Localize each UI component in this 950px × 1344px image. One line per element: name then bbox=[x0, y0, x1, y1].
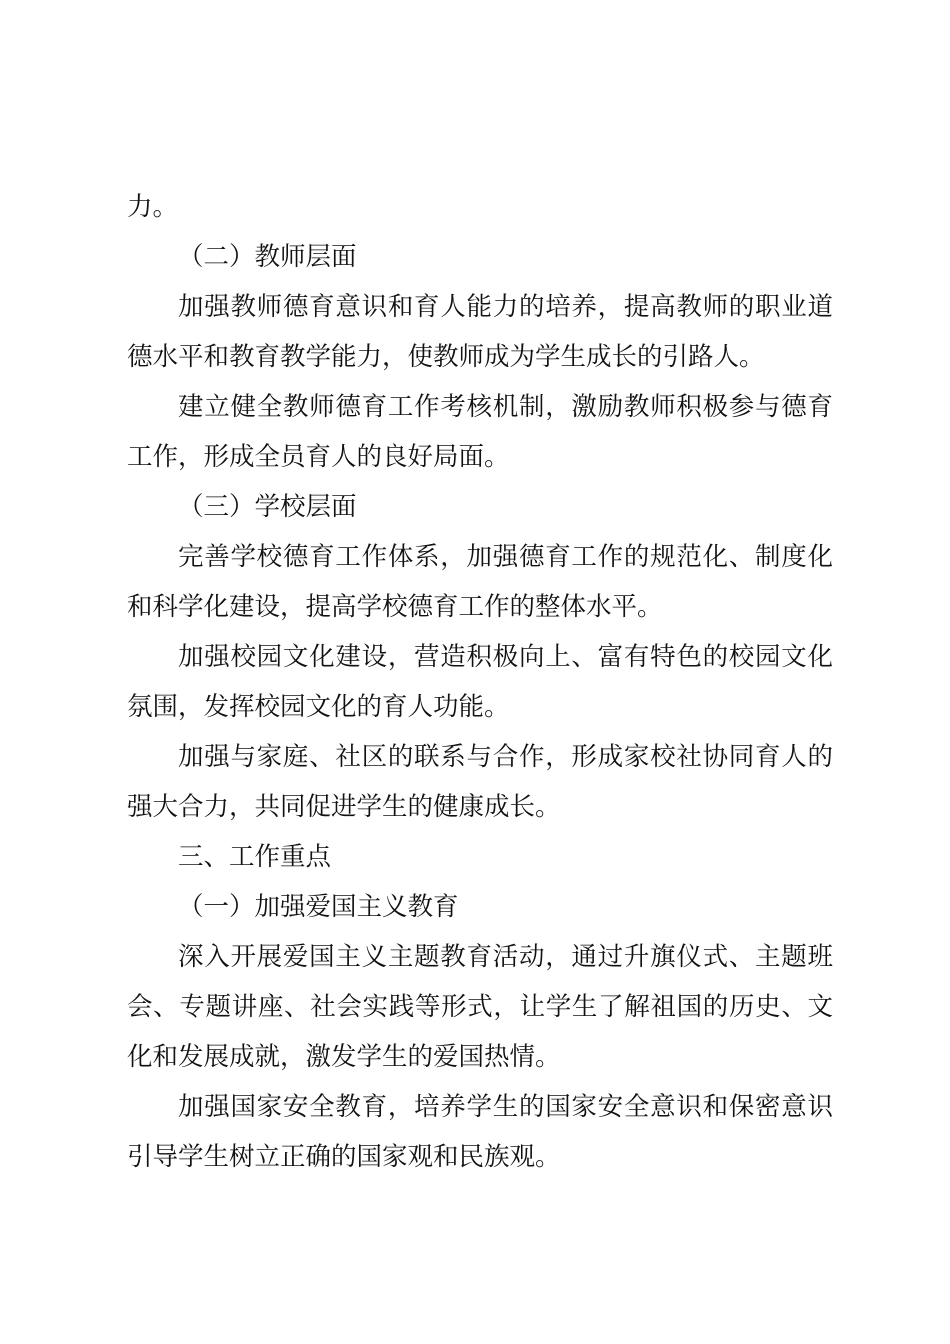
section-heading-patriotism: （一）加强爱国主义教育 bbox=[178, 892, 459, 922]
chapter-heading-work-focus: 三、工作重点 bbox=[178, 842, 332, 872]
body-paragraph: 建立健全教师德育工作考核机制，激励教师积极参与德育工作，形成全员育人的良好局面。 bbox=[127, 392, 833, 472]
section-heading-teacher-level: （二）教师层面 bbox=[178, 242, 357, 272]
body-paragraph: 加强校园文化建设，营造积极向上、富有特色的校园文化氛围，发挥校园文化的育人功能。 bbox=[127, 642, 833, 722]
section-heading-school-level: （三）学校层面 bbox=[178, 492, 357, 522]
continuation-paragraph: 力。 bbox=[127, 192, 179, 222]
body-paragraph: 加强教师德育意识和育人能力的培养，提高教师的职业道德水平和教育教学能力，使教师成为学生成长的引路人。 bbox=[127, 292, 833, 372]
body-paragraph: 加强国家安全教育，培养学生的国家安全意识和保密意识引导学生树立正确的国家观和民族观。 bbox=[127, 1092, 833, 1172]
body-paragraph: 加强与家庭、社区的联系与合作，形成家校社协同育人的强大合力，共同促进学生的健康成长。 bbox=[127, 742, 833, 822]
body-paragraph: 深入开展爱国主义主题教育活动，通过升旗仪式、主题班会、专题讲座、社会实践等形式，让学生了解祖国的历史、文化和发展成就，激发学生的爱国热情。 bbox=[127, 942, 833, 1072]
body-paragraph: 完善学校德育工作体系，加强德育工作的规范化、制度化和科学化建设，提高学校德育工作的整体水平。 bbox=[127, 542, 833, 622]
document-body bbox=[127, 182, 833, 1182]
